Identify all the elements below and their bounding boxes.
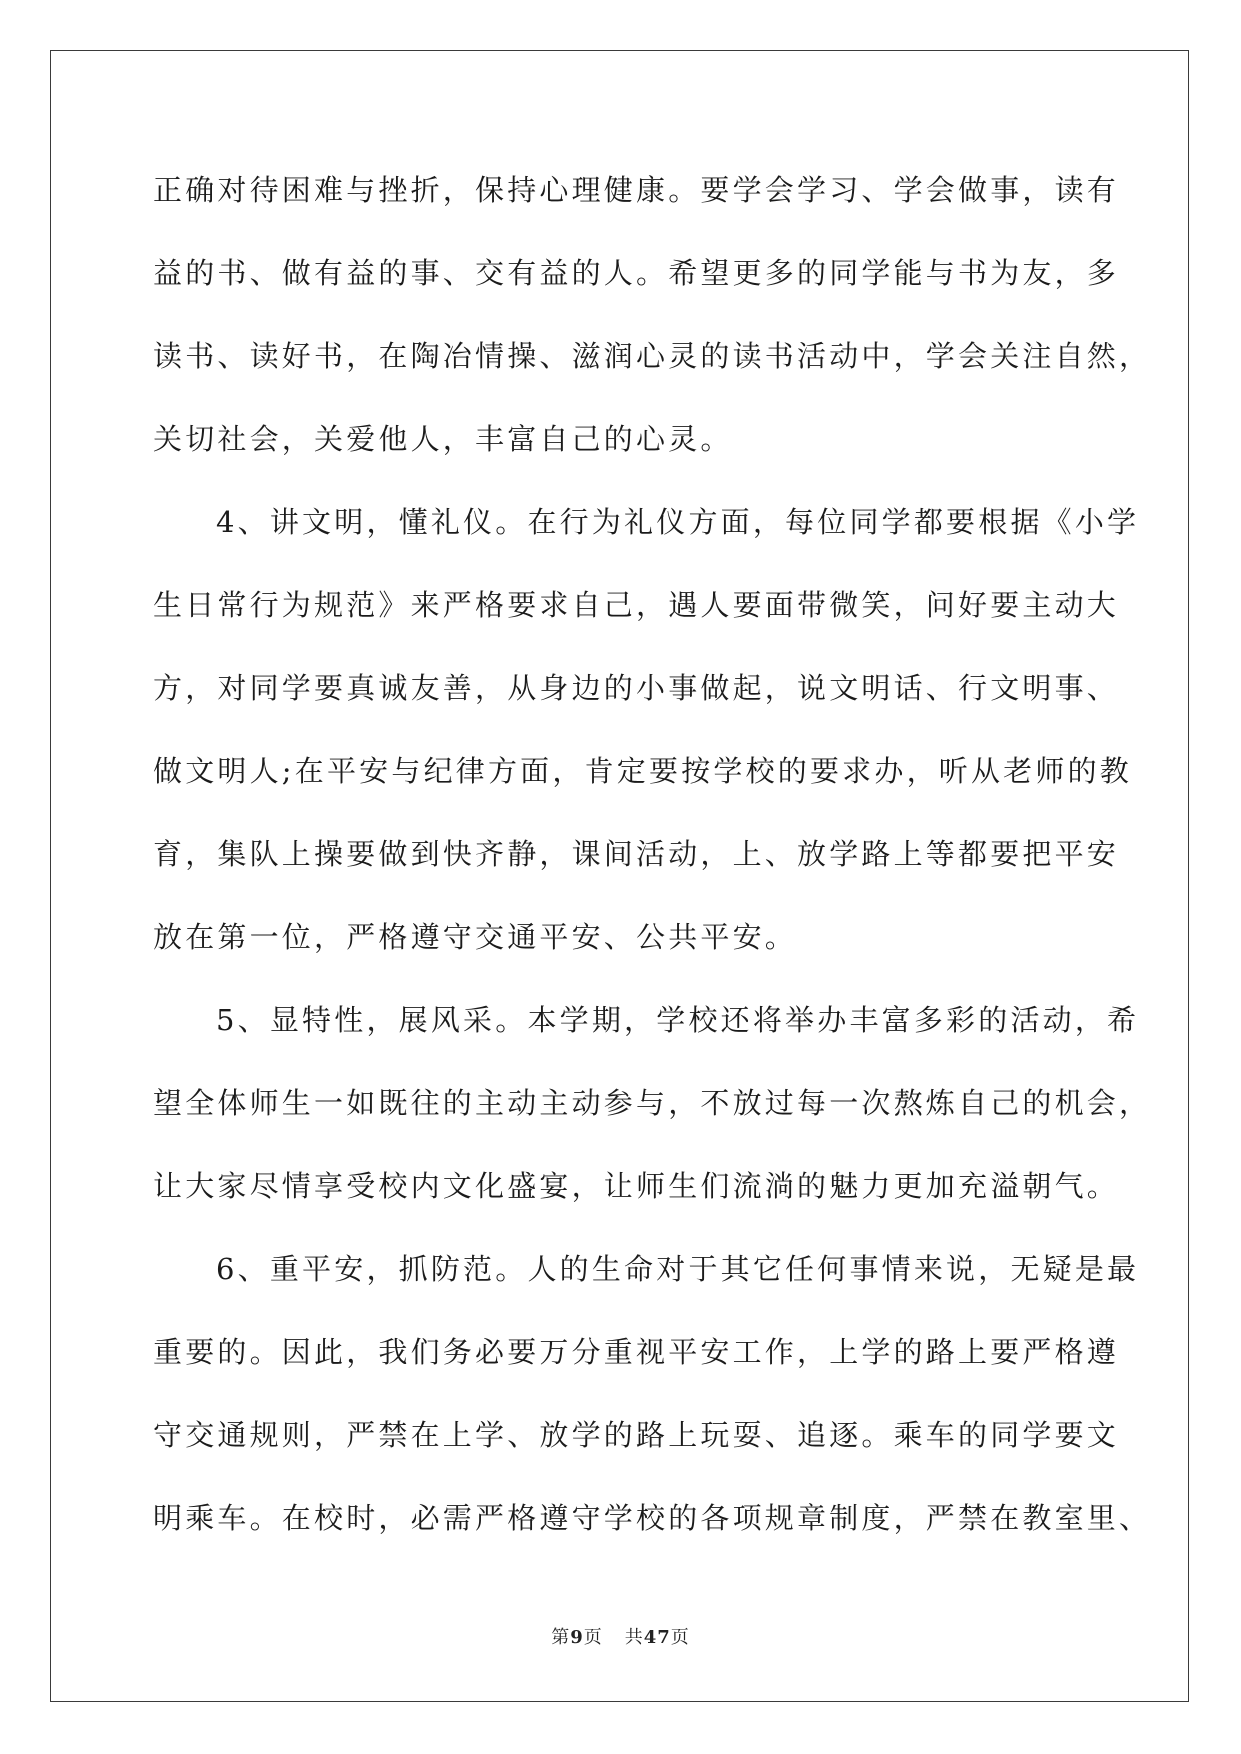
text-line: 生日常行为规范》来严格要求自己，遇人要面带微笑，问好要主动大 bbox=[153, 588, 1120, 622]
paragraph-start-line: 5、显特性，展风采。本学期，学校还将举办丰富多彩的活动，希 bbox=[216, 1003, 1140, 1037]
text-line: 读书、读好书，在陶冶情操、滋润心灵的读书活动中，学会关注自然， bbox=[153, 339, 1152, 373]
text-line: 正确对待困难与挫折，保持心理健康。要学会学习、学会做事，读有 bbox=[153, 173, 1120, 207]
text-line: 明乘车。在校时，必需严格遵守学校的各项规章制度，严禁在教室里、 bbox=[153, 1501, 1152, 1535]
total-pages: 47 bbox=[643, 1627, 671, 1648]
text-line: 关切社会，关爱他人，丰富自己的心灵。 bbox=[153, 422, 733, 456]
paragraph-start-line: 4、讲文明，懂礼仪。在行为礼仪方面，每位同学都要根据《小学 bbox=[216, 505, 1140, 539]
text-line: 做文明人;在平安与纪律方面，肯定要按学校的要求办，听从老师的教 bbox=[153, 754, 1132, 788]
text-line: 守交通规则，严禁在上学、放学的路上玩耍、追逐。乘车的同学要文 bbox=[153, 1418, 1120, 1452]
page-suffix: 页 bbox=[583, 1627, 603, 1648]
text-line: 让大家尽情享受校内文化盛宴，让师生们流淌的魅力更加充溢朝气。 bbox=[153, 1169, 1120, 1203]
page-footer bbox=[0, 1623, 1241, 1649]
page-prefix: 第 bbox=[551, 1627, 571, 1648]
page-border bbox=[50, 50, 1189, 1702]
total-suffix: 页 bbox=[670, 1627, 690, 1648]
text-line: 望全体师生一如既往的主动主动参与，不放过每一次熬炼自己的机会， bbox=[153, 1086, 1152, 1120]
paragraph-start-line: 6、重平安，抓防范。人的生命对于其它任何事情来说，无疑是最 bbox=[216, 1252, 1140, 1286]
text-line: 放在第一位，严格遵守交通平安、公共平安。 bbox=[153, 920, 798, 954]
text-line: 育，集队上操要做到快齐静，课间活动，上、放学路上等都要把平安 bbox=[153, 837, 1120, 871]
page-number: 9 bbox=[570, 1627, 584, 1648]
text-line: 方，对同学要真诚友善，从身边的小事做起，说文明话、行文明事、 bbox=[153, 671, 1120, 705]
text-line: 益的书、做有益的事、交有益的人。希望更多的同学能与书为友，多 bbox=[153, 256, 1120, 290]
text-line: 重要的。因此，我们务必要万分重视平安工作，上学的路上要严格遵 bbox=[153, 1335, 1120, 1369]
total-prefix: 共 bbox=[624, 1627, 644, 1648]
